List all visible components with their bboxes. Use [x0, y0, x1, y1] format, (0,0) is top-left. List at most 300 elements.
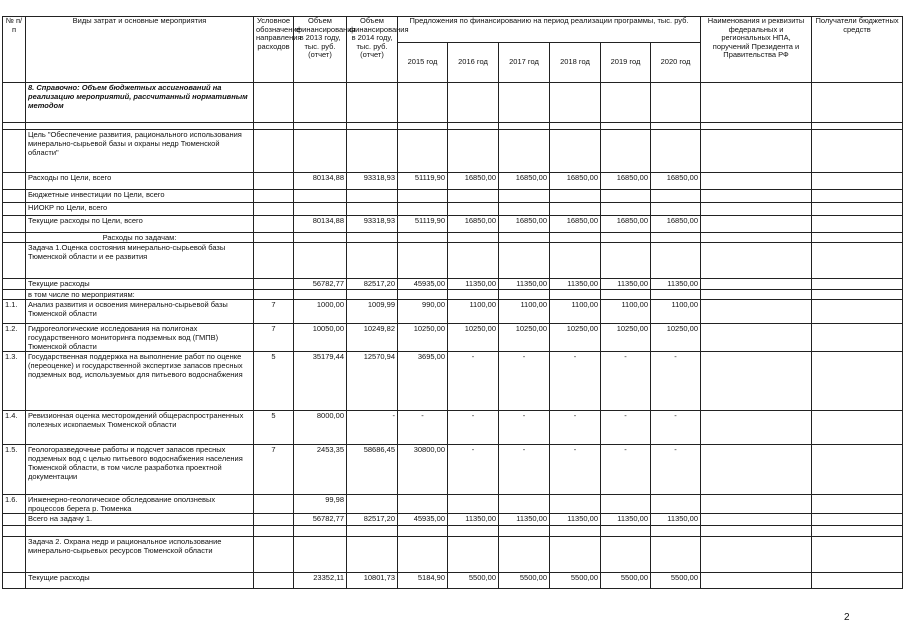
- row-code: [254, 279, 294, 290]
- acts-cell: [701, 324, 812, 352]
- row-name: Гидрогеологические исследования на полигонах государственного мониторинга подземных вод (ГМПВ) Тюменской области: [26, 324, 254, 352]
- value-year: 45935,00: [398, 279, 448, 290]
- value-2014: 1009,99: [347, 300, 398, 324]
- value-year: 1100,00: [601, 300, 651, 324]
- value-year: [651, 233, 701, 243]
- row-name: Расходы по Цели, всего: [26, 173, 254, 190]
- value-year: [398, 243, 448, 279]
- acts-cell: [701, 300, 812, 324]
- row-code: [254, 216, 294, 233]
- row-number: [3, 190, 26, 203]
- value-year: [448, 537, 499, 573]
- value-year: [499, 190, 550, 203]
- value-year: [601, 537, 651, 573]
- value-year: -: [448, 411, 499, 445]
- value-2014: [347, 233, 398, 243]
- row-number: [3, 279, 26, 290]
- value-year: [550, 83, 601, 123]
- row-name: Задача 1.Оценка состояния минерально-сырьевой базы Тюменской области и ее развития: [26, 243, 254, 279]
- value-year: 11350,00: [601, 279, 651, 290]
- table-row: [3, 216, 903, 233]
- recipients-cell: [812, 190, 903, 203]
- recipients-cell: [812, 279, 903, 290]
- value-year: [448, 495, 499, 514]
- row-name: Ревизионная оценка месторождений общераспространенных полезных ископаемых Тюменской области: [26, 411, 254, 445]
- table-row: [3, 537, 903, 573]
- value-year: [550, 190, 601, 203]
- value-year: 11350,00: [550, 279, 601, 290]
- recipients-cell: [812, 411, 903, 445]
- row-number: [3, 243, 26, 279]
- value-year: [499, 243, 550, 279]
- value-2013: 2453,35: [294, 445, 347, 495]
- value-2014: 10801,73: [347, 573, 398, 589]
- acts-cell: [701, 216, 812, 233]
- value-year: -: [550, 445, 601, 495]
- value-year: [398, 526, 448, 537]
- value-year: 51119,90: [398, 173, 448, 190]
- recipients-cell: [812, 173, 903, 190]
- row-number: [3, 130, 26, 173]
- value-2014: [347, 495, 398, 514]
- header-name: Виды затрат и основные мероприятия: [26, 17, 254, 83]
- table-row: [3, 290, 903, 300]
- value-year: [651, 190, 701, 203]
- value-2013: [294, 130, 347, 173]
- acts-cell: [701, 190, 812, 203]
- value-year: 11350,00: [499, 279, 550, 290]
- value-2013: 10050,00: [294, 324, 347, 352]
- recipients-cell: [812, 130, 903, 173]
- row-name: Анализ развития и освоения минерально-сырьевой базы Тюменской области: [26, 300, 254, 324]
- value-year: 16850,00: [550, 173, 601, 190]
- value-year: [550, 495, 601, 514]
- header-year: 2019 год: [601, 43, 651, 83]
- value-year: [651, 526, 701, 537]
- table-row: [3, 352, 903, 411]
- value-year: 16850,00: [651, 216, 701, 233]
- acts-cell: [701, 352, 812, 411]
- value-year: [601, 243, 651, 279]
- value-2014: [347, 83, 398, 123]
- value-year: [550, 526, 601, 537]
- value-year: 10250,00: [398, 324, 448, 352]
- acts-cell: [701, 411, 812, 445]
- value-2013: 99,98: [294, 495, 347, 514]
- value-year: [398, 290, 448, 300]
- table-row: [3, 514, 903, 526]
- value-year: 30800,00: [398, 445, 448, 495]
- value-year: -: [499, 445, 550, 495]
- row-code: [254, 573, 294, 589]
- value-year: [550, 233, 601, 243]
- value-year: 5184,90: [398, 573, 448, 589]
- table-row: [3, 173, 903, 190]
- header-fin-2014: Объем финансирования в 2014 году, тыс. руб. (отчет): [347, 17, 398, 83]
- row-name: Текущие расходы: [26, 573, 254, 589]
- acts-cell: [701, 203, 812, 216]
- value-year: [398, 123, 448, 130]
- row-number: [3, 83, 26, 123]
- value-2014: 82517,20: [347, 514, 398, 526]
- value-year: [499, 203, 550, 216]
- value-year: [499, 83, 550, 123]
- value-year: [601, 495, 651, 514]
- row-name: [26, 526, 254, 537]
- row-code: [254, 290, 294, 300]
- value-2013: [294, 537, 347, 573]
- value-2014: 12570,94: [347, 352, 398, 411]
- row-number: [3, 526, 26, 537]
- value-year: 11350,00: [448, 279, 499, 290]
- table-row: [3, 411, 903, 445]
- acts-cell: [701, 537, 812, 573]
- table-row: [3, 83, 903, 123]
- value-2013: 23352,11: [294, 573, 347, 589]
- acts-cell: [701, 526, 812, 537]
- row-name: Инженерно-геологическое обследование оползневых процессов берега р. Тюменка: [26, 495, 254, 514]
- value-year: -: [448, 352, 499, 411]
- value-year: [398, 233, 448, 243]
- value-2014: -: [347, 411, 398, 445]
- header-year: 2017 год: [499, 43, 550, 83]
- value-year: [448, 203, 499, 216]
- value-2014: [347, 123, 398, 130]
- value-2013: [294, 526, 347, 537]
- row-code: [254, 130, 294, 173]
- value-2013: [294, 243, 347, 279]
- header-num: № п/п: [3, 17, 26, 83]
- value-year: 16850,00: [651, 173, 701, 190]
- value-year: 1100,00: [651, 300, 701, 324]
- row-number: 1.4.: [3, 411, 26, 445]
- value-year: -: [499, 352, 550, 411]
- value-year: [499, 130, 550, 173]
- value-year: [398, 190, 448, 203]
- header-code: Условное обозначение направления расходов: [254, 17, 294, 83]
- header-recipients: Получатели бюджетных средств: [812, 17, 903, 83]
- recipients-cell: [812, 290, 903, 300]
- value-2014: [347, 243, 398, 279]
- value-year: 10250,00: [550, 324, 601, 352]
- row-code: [254, 243, 294, 279]
- value-year: [499, 495, 550, 514]
- row-number: [3, 573, 26, 589]
- value-year: 3695,00: [398, 352, 448, 411]
- value-year: [499, 290, 550, 300]
- value-year: 990,00: [398, 300, 448, 324]
- value-year: [651, 130, 701, 173]
- recipients-cell: [812, 216, 903, 233]
- value-year: [398, 203, 448, 216]
- value-year: [550, 537, 601, 573]
- row-code: [254, 203, 294, 216]
- value-2013: 56782,77: [294, 279, 347, 290]
- value-year: [448, 526, 499, 537]
- value-2013: 8000,00: [294, 411, 347, 445]
- value-year: 11350,00: [651, 279, 701, 290]
- recipients-cell: [812, 526, 903, 537]
- row-code: [254, 537, 294, 573]
- row-code: 5: [254, 352, 294, 411]
- value-year: [651, 243, 701, 279]
- row-number: [3, 514, 26, 526]
- value-year: [601, 290, 651, 300]
- table-row: [3, 130, 903, 173]
- row-number: [3, 203, 26, 216]
- value-year: [448, 123, 499, 130]
- value-year: -: [651, 411, 701, 445]
- row-name: НИОКР по Цели, всего: [26, 203, 254, 216]
- value-2013: 80134,88: [294, 216, 347, 233]
- value-year: [550, 123, 601, 130]
- value-year: [398, 537, 448, 573]
- value-year: [448, 190, 499, 203]
- acts-cell: [701, 514, 812, 526]
- value-2013: [294, 83, 347, 123]
- value-year: [651, 537, 701, 573]
- row-code: [254, 495, 294, 514]
- row-code: 7: [254, 300, 294, 324]
- recipients-cell: [812, 123, 903, 130]
- acts-cell: [701, 573, 812, 589]
- value-year: 11350,00: [601, 514, 651, 526]
- table-body: [3, 83, 903, 589]
- row-name: Геологоразведочные работы и подсчет запасов пресных подземных вод с целью питьевого водоснабжения населения Тюменской области, в том числе разработка проектной документации: [26, 445, 254, 495]
- row-name: Государственная поддержка на выполнение работ по оценке (переоценке) и государственной экспертизе запасов пресных подземных вод, используемых для питьевого водоснабжения: [26, 352, 254, 411]
- value-year: 11350,00: [550, 514, 601, 526]
- value-year: [651, 290, 701, 300]
- value-year: [398, 495, 448, 514]
- value-2013: [294, 123, 347, 130]
- value-2014: [347, 130, 398, 173]
- value-year: 5500,00: [601, 573, 651, 589]
- value-2013: 1000,00: [294, 300, 347, 324]
- value-year: [550, 290, 601, 300]
- recipients-cell: [812, 573, 903, 589]
- value-2013: [294, 190, 347, 203]
- header-year: 2016 год: [448, 43, 499, 83]
- row-number: [3, 216, 26, 233]
- value-year: [601, 130, 651, 173]
- row-code: [254, 514, 294, 526]
- row-number: [3, 233, 26, 243]
- row-name: Цель "Обеспечение развития, рационального использования минерально-сырьевой базы и охраны недр Тюменской области": [26, 130, 254, 173]
- value-year: [398, 83, 448, 123]
- value-year: [601, 83, 651, 123]
- row-number: [3, 173, 26, 190]
- value-year: 5500,00: [651, 573, 701, 589]
- row-code: 7: [254, 324, 294, 352]
- row-code: [254, 233, 294, 243]
- value-year: [499, 537, 550, 573]
- value-year: 5500,00: [499, 573, 550, 589]
- row-name: Расходы по задачам:: [26, 233, 254, 243]
- row-number: 1.1.: [3, 300, 26, 324]
- row-name: Задача 2. Охрана недр и рациональное использование минерально-сырьевых ресурсов Тюменской области: [26, 537, 254, 573]
- value-year: -: [448, 445, 499, 495]
- acts-cell: [701, 83, 812, 123]
- value-2014: [347, 526, 398, 537]
- header-year: 2015 год: [398, 43, 448, 83]
- row-code: [254, 83, 294, 123]
- value-year: 10250,00: [499, 324, 550, 352]
- value-year: -: [499, 411, 550, 445]
- value-year: -: [550, 352, 601, 411]
- row-name: в том числе по мероприятиям:: [26, 290, 254, 300]
- header-fin-2013: Объем финансирования в 2013 году, тыс. руб. (отчет): [294, 17, 347, 83]
- value-year: 16850,00: [448, 173, 499, 190]
- value-year: [499, 526, 550, 537]
- row-name: Текущие расходы: [26, 279, 254, 290]
- value-2014: [347, 290, 398, 300]
- value-year: [448, 130, 499, 173]
- value-year: [601, 526, 651, 537]
- recipients-cell: [812, 300, 903, 324]
- header-year: 2020 год: [651, 43, 701, 83]
- value-year: 1100,00: [550, 300, 601, 324]
- value-2013: [294, 233, 347, 243]
- value-year: 5500,00: [448, 573, 499, 589]
- value-year: 11350,00: [651, 514, 701, 526]
- acts-cell: [701, 130, 812, 173]
- value-2014: [347, 537, 398, 573]
- value-year: [398, 130, 448, 173]
- value-year: -: [398, 411, 448, 445]
- value-year: [601, 190, 651, 203]
- row-number: 1.3.: [3, 352, 26, 411]
- recipients-cell: [812, 514, 903, 526]
- table-row: [3, 190, 903, 203]
- value-2014: 10249,82: [347, 324, 398, 352]
- value-2014: [347, 190, 398, 203]
- row-number: [3, 537, 26, 573]
- value-2014: 58686,45: [347, 445, 398, 495]
- header-acts: Наименования и реквизиты федеральных и региональных НПА, поручений Президента и Правительства РФ: [701, 17, 812, 83]
- header-year: 2018 год: [550, 43, 601, 83]
- value-year: [448, 83, 499, 123]
- value-year: [550, 130, 601, 173]
- value-year: [601, 123, 651, 130]
- table-row: [3, 279, 903, 290]
- value-year: [601, 233, 651, 243]
- value-year: [601, 203, 651, 216]
- value-year: [499, 123, 550, 130]
- table-row: [3, 495, 903, 514]
- value-year: -: [651, 445, 701, 495]
- table-row: [3, 123, 903, 130]
- row-code: 7: [254, 445, 294, 495]
- row-number: 1.6.: [3, 495, 26, 514]
- value-year: 16850,00: [601, 173, 651, 190]
- value-year: [651, 203, 701, 216]
- table-row: [3, 445, 903, 495]
- value-year: [651, 495, 701, 514]
- acts-cell: [701, 445, 812, 495]
- value-year: 11350,00: [448, 514, 499, 526]
- recipients-cell: [812, 445, 903, 495]
- table-row: [3, 526, 903, 537]
- table-row: [3, 573, 903, 589]
- row-code: [254, 173, 294, 190]
- value-year: [651, 123, 701, 130]
- value-year: -: [651, 352, 701, 411]
- acts-cell: [701, 123, 812, 130]
- row-code: [254, 190, 294, 203]
- value-2014: 82517,20: [347, 279, 398, 290]
- value-year: 5500,00: [550, 573, 601, 589]
- page-number: 2: [844, 612, 850, 623]
- table-row: [3, 300, 903, 324]
- acts-cell: [701, 495, 812, 514]
- value-year: 16850,00: [601, 216, 651, 233]
- row-name: Всего на задачу 1.: [26, 514, 254, 526]
- row-number: [3, 290, 26, 300]
- row-code: [254, 123, 294, 130]
- recipients-cell: [812, 243, 903, 279]
- value-year: [448, 243, 499, 279]
- acts-cell: [701, 243, 812, 279]
- reference-note: 8. Справочно: Объем бюджетных ассигнований на реализацию мероприятий, рассчитанный нормативным методом: [28, 83, 248, 110]
- row-code: [254, 526, 294, 537]
- row-name: [26, 83, 254, 123]
- acts-cell: [701, 290, 812, 300]
- value-year: -: [601, 411, 651, 445]
- acts-cell: [701, 173, 812, 190]
- value-2013: 35179,44: [294, 352, 347, 411]
- value-year: [448, 233, 499, 243]
- value-2013: [294, 290, 347, 300]
- recipients-cell: [812, 495, 903, 514]
- recipients-cell: [812, 352, 903, 411]
- value-year: -: [601, 352, 651, 411]
- value-year: 16850,00: [550, 216, 601, 233]
- row-number: [3, 123, 26, 130]
- value-year: 1100,00: [499, 300, 550, 324]
- value-year: [651, 83, 701, 123]
- value-2014: 93318,93: [347, 173, 398, 190]
- value-year: -: [550, 411, 601, 445]
- value-year: 45935,00: [398, 514, 448, 526]
- recipients-cell: [812, 83, 903, 123]
- value-year: 10250,00: [601, 324, 651, 352]
- row-code: 5: [254, 411, 294, 445]
- value-year: 11350,00: [499, 514, 550, 526]
- header-proposals: Предложения по финансированию на период реализации программы, тыс. руб.: [398, 17, 701, 43]
- recipients-cell: [812, 537, 903, 573]
- value-2014: [347, 203, 398, 216]
- value-year: 16850,00: [499, 216, 550, 233]
- value-year: [550, 203, 601, 216]
- value-year: [550, 243, 601, 279]
- row-name: Текущие расходы по Цели, всего: [26, 216, 254, 233]
- value-year: 16850,00: [499, 173, 550, 190]
- acts-cell: [701, 233, 812, 243]
- row-name: Бюджетные инвестиции по Цели, всего: [26, 190, 254, 203]
- value-year: 1100,00: [448, 300, 499, 324]
- value-year: [448, 290, 499, 300]
- value-year: -: [601, 445, 651, 495]
- acts-cell: [701, 279, 812, 290]
- value-year: [499, 233, 550, 243]
- table-row: [3, 243, 903, 279]
- value-2013: 56782,77: [294, 514, 347, 526]
- value-year: 10250,00: [651, 324, 701, 352]
- value-year: 51119,90: [398, 216, 448, 233]
- value-year: 16850,00: [448, 216, 499, 233]
- recipients-cell: [812, 203, 903, 216]
- recipients-cell: [812, 233, 903, 243]
